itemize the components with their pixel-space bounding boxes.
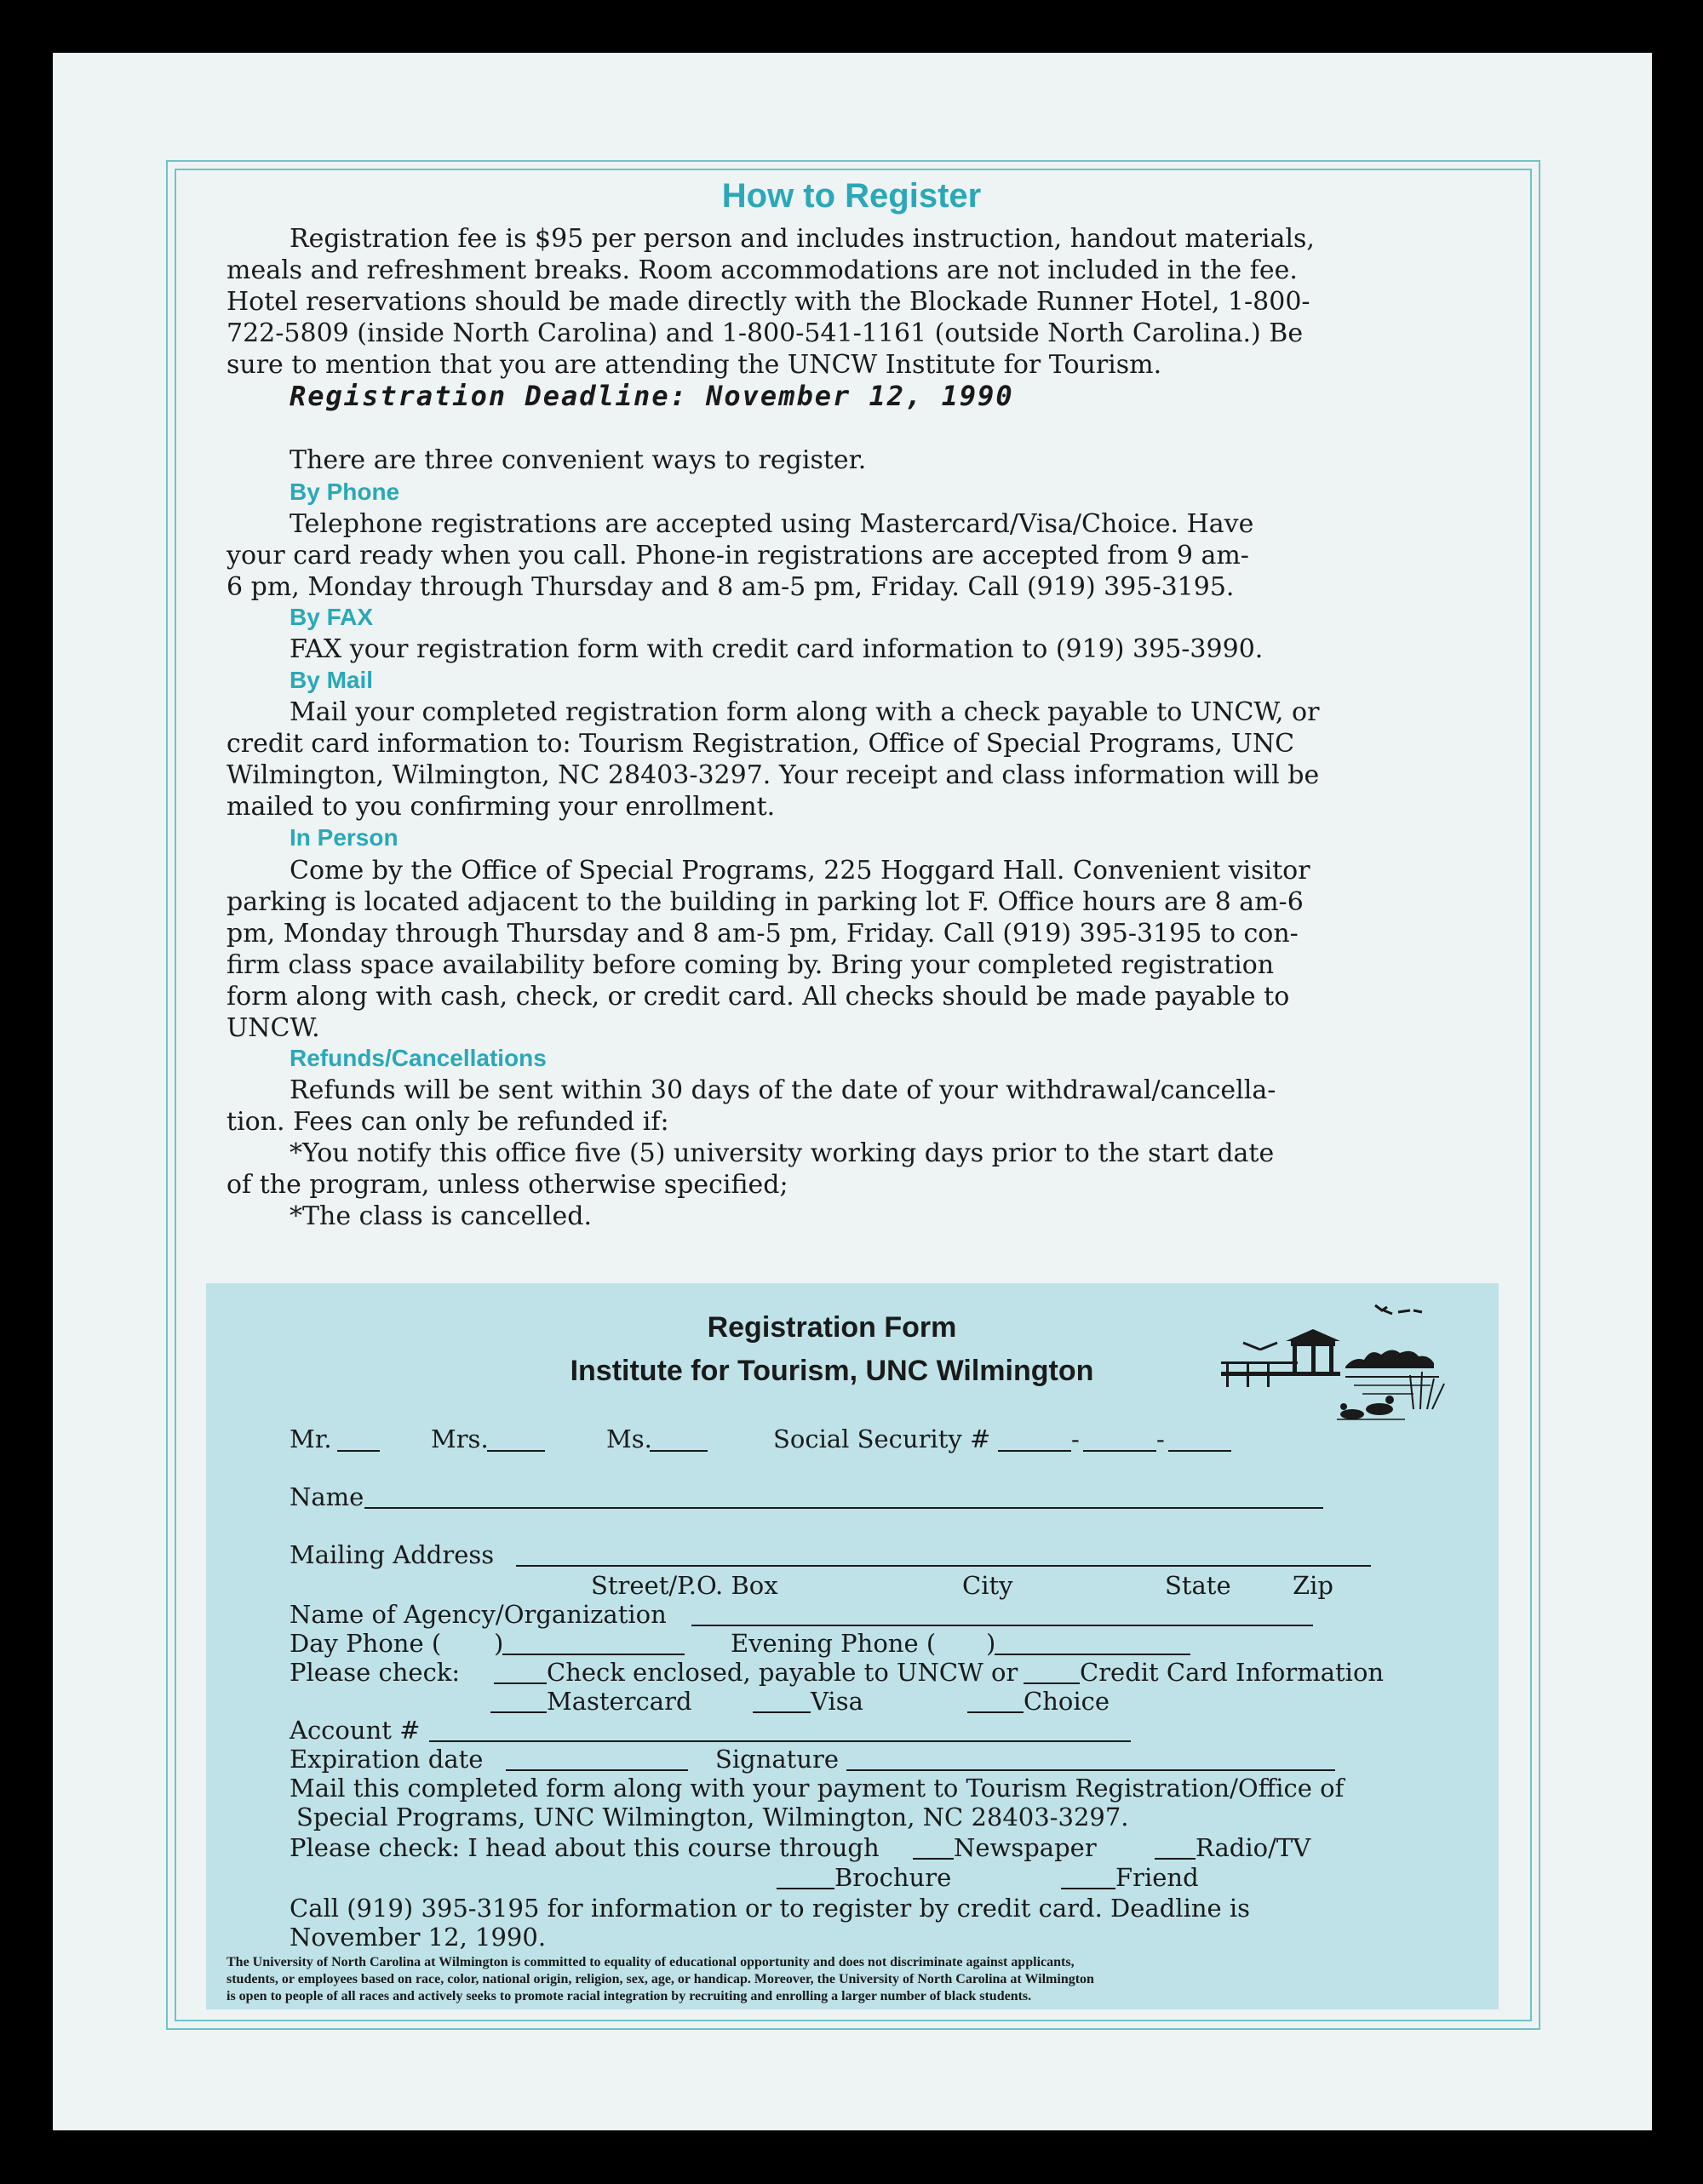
expiration-field[interactable] bbox=[506, 1769, 688, 1771]
intro-line: Hotel reservations should be made directly with the Blockade Runner Hotel, 1-800- bbox=[226, 287, 1310, 317]
radio-tv-blank[interactable] bbox=[1155, 1858, 1196, 1860]
phone-line: Telephone registrations are accepted using Mastercard/Visa/Choice. Have bbox=[290, 509, 1254, 539]
form-subtitle: Institute for Tourism, UNC Wilmington bbox=[570, 1355, 1094, 1387]
brochure-label: Brochure bbox=[834, 1863, 952, 1892]
refunds-heading: Refunds/Cancellations bbox=[290, 1045, 547, 1071]
please-check-label: Please check: bbox=[290, 1658, 461, 1687]
disclaimer-line: is open to people of all races and actively seeks to promote racial integration by recruiting and enrolling a larger number of black students. bbox=[226, 1989, 1032, 2003]
zip-caption: Zip bbox=[1293, 1571, 1333, 1600]
mr-check-blank[interactable] bbox=[337, 1450, 380, 1452]
radio-tv-label: Radio/TV bbox=[1196, 1833, 1311, 1862]
form-title: Registration Form bbox=[707, 1311, 957, 1344]
by-fax-heading: By FAX bbox=[290, 604, 374, 630]
call-info: Call (919) 395-3195 for information or to register by credit card. Deadline is bbox=[290, 1894, 1251, 1923]
by-phone-heading: By Phone bbox=[290, 479, 400, 505]
signature-field[interactable] bbox=[846, 1769, 1335, 1771]
check-enclosed-blank[interactable] bbox=[494, 1682, 547, 1684]
ssn-separator: - bbox=[1156, 1424, 1165, 1453]
refund-line: *You notify this office five (5) university working days prior to the start date bbox=[290, 1138, 1275, 1168]
by-mail-heading: By Mail bbox=[290, 667, 374, 693]
evening-phone-field[interactable] bbox=[995, 1654, 1190, 1655]
inperson-line: firm class space availability before coming by. Bring your completed registration bbox=[226, 950, 1275, 980]
agency-label: Name of Agency/Organization bbox=[290, 1600, 667, 1629]
refund-line: of the program, unless otherwise specified; bbox=[226, 1170, 788, 1200]
credit-card-label: Credit Card Information bbox=[1080, 1658, 1385, 1687]
phone-line: 6 pm, Monday through Thursday and 8 am-5 pm, Friday. Call (919) 395-3195. bbox=[226, 572, 1235, 602]
account-label: Account # bbox=[290, 1716, 421, 1745]
expiration-label: Expiration date bbox=[290, 1745, 484, 1774]
ssn-field-2[interactable] bbox=[1083, 1450, 1156, 1452]
mr-label: Mr. bbox=[290, 1424, 332, 1453]
inperson-line: pm, Monday through Thursday and 8 am-5 pm, Friday. Call (919) 395-3195 to con- bbox=[226, 919, 1299, 949]
friend-blank[interactable] bbox=[1061, 1888, 1115, 1889]
ms-label: Ms. bbox=[606, 1424, 652, 1453]
ways-intro: There are three convenient ways to register. bbox=[290, 445, 867, 475]
refund-line: tion. Fees can only be refunded if: bbox=[226, 1107, 669, 1137]
intro-line: sure to mention that you are attending the UNCW Institute for Tourism. bbox=[226, 350, 1162, 380]
ssn-label: Social Security # bbox=[773, 1424, 991, 1453]
agency-field[interactable] bbox=[691, 1625, 1313, 1626]
credit-card-blank[interactable] bbox=[1024, 1682, 1080, 1684]
name-label: Name bbox=[290, 1482, 364, 1511]
account-field[interactable] bbox=[429, 1740, 1131, 1742]
day-phone-field[interactable] bbox=[502, 1654, 685, 1655]
mrs-label: Mrs. bbox=[431, 1424, 489, 1453]
page-title: How to Register bbox=[721, 177, 982, 215]
city-caption: City bbox=[962, 1571, 1013, 1600]
choice-label: Choice bbox=[1024, 1687, 1110, 1716]
refund-line: Refunds will be sent within 30 days of the date of your withdrawal/cancella- bbox=[290, 1075, 1276, 1105]
signature-label: Signature bbox=[715, 1745, 840, 1774]
ms-check-blank[interactable] bbox=[650, 1450, 708, 1452]
evening-phone-paren: ) bbox=[986, 1629, 996, 1658]
day-phone-paren: ) bbox=[494, 1629, 504, 1658]
ssn-separator: - bbox=[1071, 1424, 1080, 1453]
friend-label: Friend bbox=[1115, 1863, 1199, 1892]
fax-line: FAX your registration form with credit card information to (919) 395-3990. bbox=[290, 634, 1264, 664]
disclaimer-line: The University of North Carolina at Wilmington is committed to equality of educational opportunity and does not discriminate against applicants, bbox=[226, 1955, 1075, 1969]
call-info: November 12, 1990. bbox=[290, 1923, 547, 1952]
ssn-field-3[interactable] bbox=[1168, 1450, 1231, 1452]
mail-line: Wilmington, Wilmington, NC 28403-3297. Your receipt and class information will be bbox=[226, 760, 1320, 790]
phone-line: your card ready when you call. Phone-in registrations are accepted from 9 am- bbox=[226, 541, 1249, 570]
mail-line: credit card information to: Tourism Registration, Office of Special Programs, UNC bbox=[226, 729, 1295, 759]
state-caption: State bbox=[1165, 1571, 1231, 1600]
in-person-heading: In Person bbox=[290, 824, 399, 851]
intro-line: 722-5809 (inside North Carolina) and 1-800-541-1161 (outside North Carolina.) Be bbox=[226, 318, 1304, 348]
choice-blank[interactable] bbox=[967, 1711, 1024, 1713]
mail-line: Mail your completed registration form along with a check payable to UNCW, or bbox=[290, 697, 1320, 727]
mail-instructions: Mail this completed form along with your payment to Tourism Registration/Office of bbox=[290, 1774, 1345, 1803]
newspaper-label: Newspaper bbox=[954, 1833, 1097, 1862]
heard-about-label: Please check: I head about this course through bbox=[290, 1833, 880, 1862]
name-field[interactable] bbox=[364, 1507, 1323, 1509]
mailing-address-label: Mailing Address bbox=[290, 1540, 495, 1569]
gazebo-pier-ducks-illustration bbox=[1209, 1298, 1465, 1426]
newspaper-blank[interactable] bbox=[913, 1858, 954, 1860]
disclaimer-line: students, or employees based on race, color, national origin, religion, sex, age, or handicap. Moreover, the University of North Carolina at Wilmington bbox=[226, 1972, 1094, 1986]
check-enclosed-label: Check enclosed, payable to UNCW or bbox=[547, 1658, 1018, 1687]
inperson-line: parking is located adjacent to the building in parking lot F. Office hours are 8 am-6 bbox=[226, 887, 1304, 917]
street-caption: Street/P.O. Box bbox=[591, 1571, 778, 1600]
refund-line: *The class is cancelled. bbox=[290, 1201, 593, 1231]
visa-blank[interactable] bbox=[753, 1711, 811, 1713]
mail-instructions: Special Programs, UNC Wilmington, Wilmington, NC 28403-3297. bbox=[296, 1803, 1129, 1831]
ssn-field-1[interactable] bbox=[998, 1450, 1071, 1452]
inperson-line: form along with cash, check, or credit card. All checks should be made payable to bbox=[226, 982, 1290, 1012]
day-phone-label: Day Phone ( bbox=[290, 1629, 442, 1658]
intro-line: Registration fee is $95 per person and includes instruction, handout materials, bbox=[290, 224, 1315, 254]
brochure-blank[interactable] bbox=[777, 1888, 834, 1889]
visa-label: Visa bbox=[811, 1687, 863, 1716]
intro-line: meals and refreshment breaks. Room accommodations are not included in the fee. bbox=[226, 255, 1298, 285]
mail-line: mailed to you confirming your enrollment. bbox=[226, 792, 776, 822]
inperson-line: Come by the Office of Special Programs, 225 Hoggard Hall. Convenient visitor bbox=[290, 856, 1310, 886]
mailing-address-field[interactable] bbox=[516, 1565, 1371, 1567]
mastercard-label: Mastercard bbox=[547, 1687, 692, 1716]
evening-phone-label: Evening Phone ( bbox=[731, 1629, 937, 1658]
inperson-line: UNCW. bbox=[226, 1013, 320, 1043]
mrs-check-blank[interactable] bbox=[487, 1450, 545, 1452]
mastercard-blank[interactable] bbox=[490, 1711, 547, 1713]
registration-deadline: Registration Deadline: November 12, 1990 bbox=[290, 380, 1014, 412]
